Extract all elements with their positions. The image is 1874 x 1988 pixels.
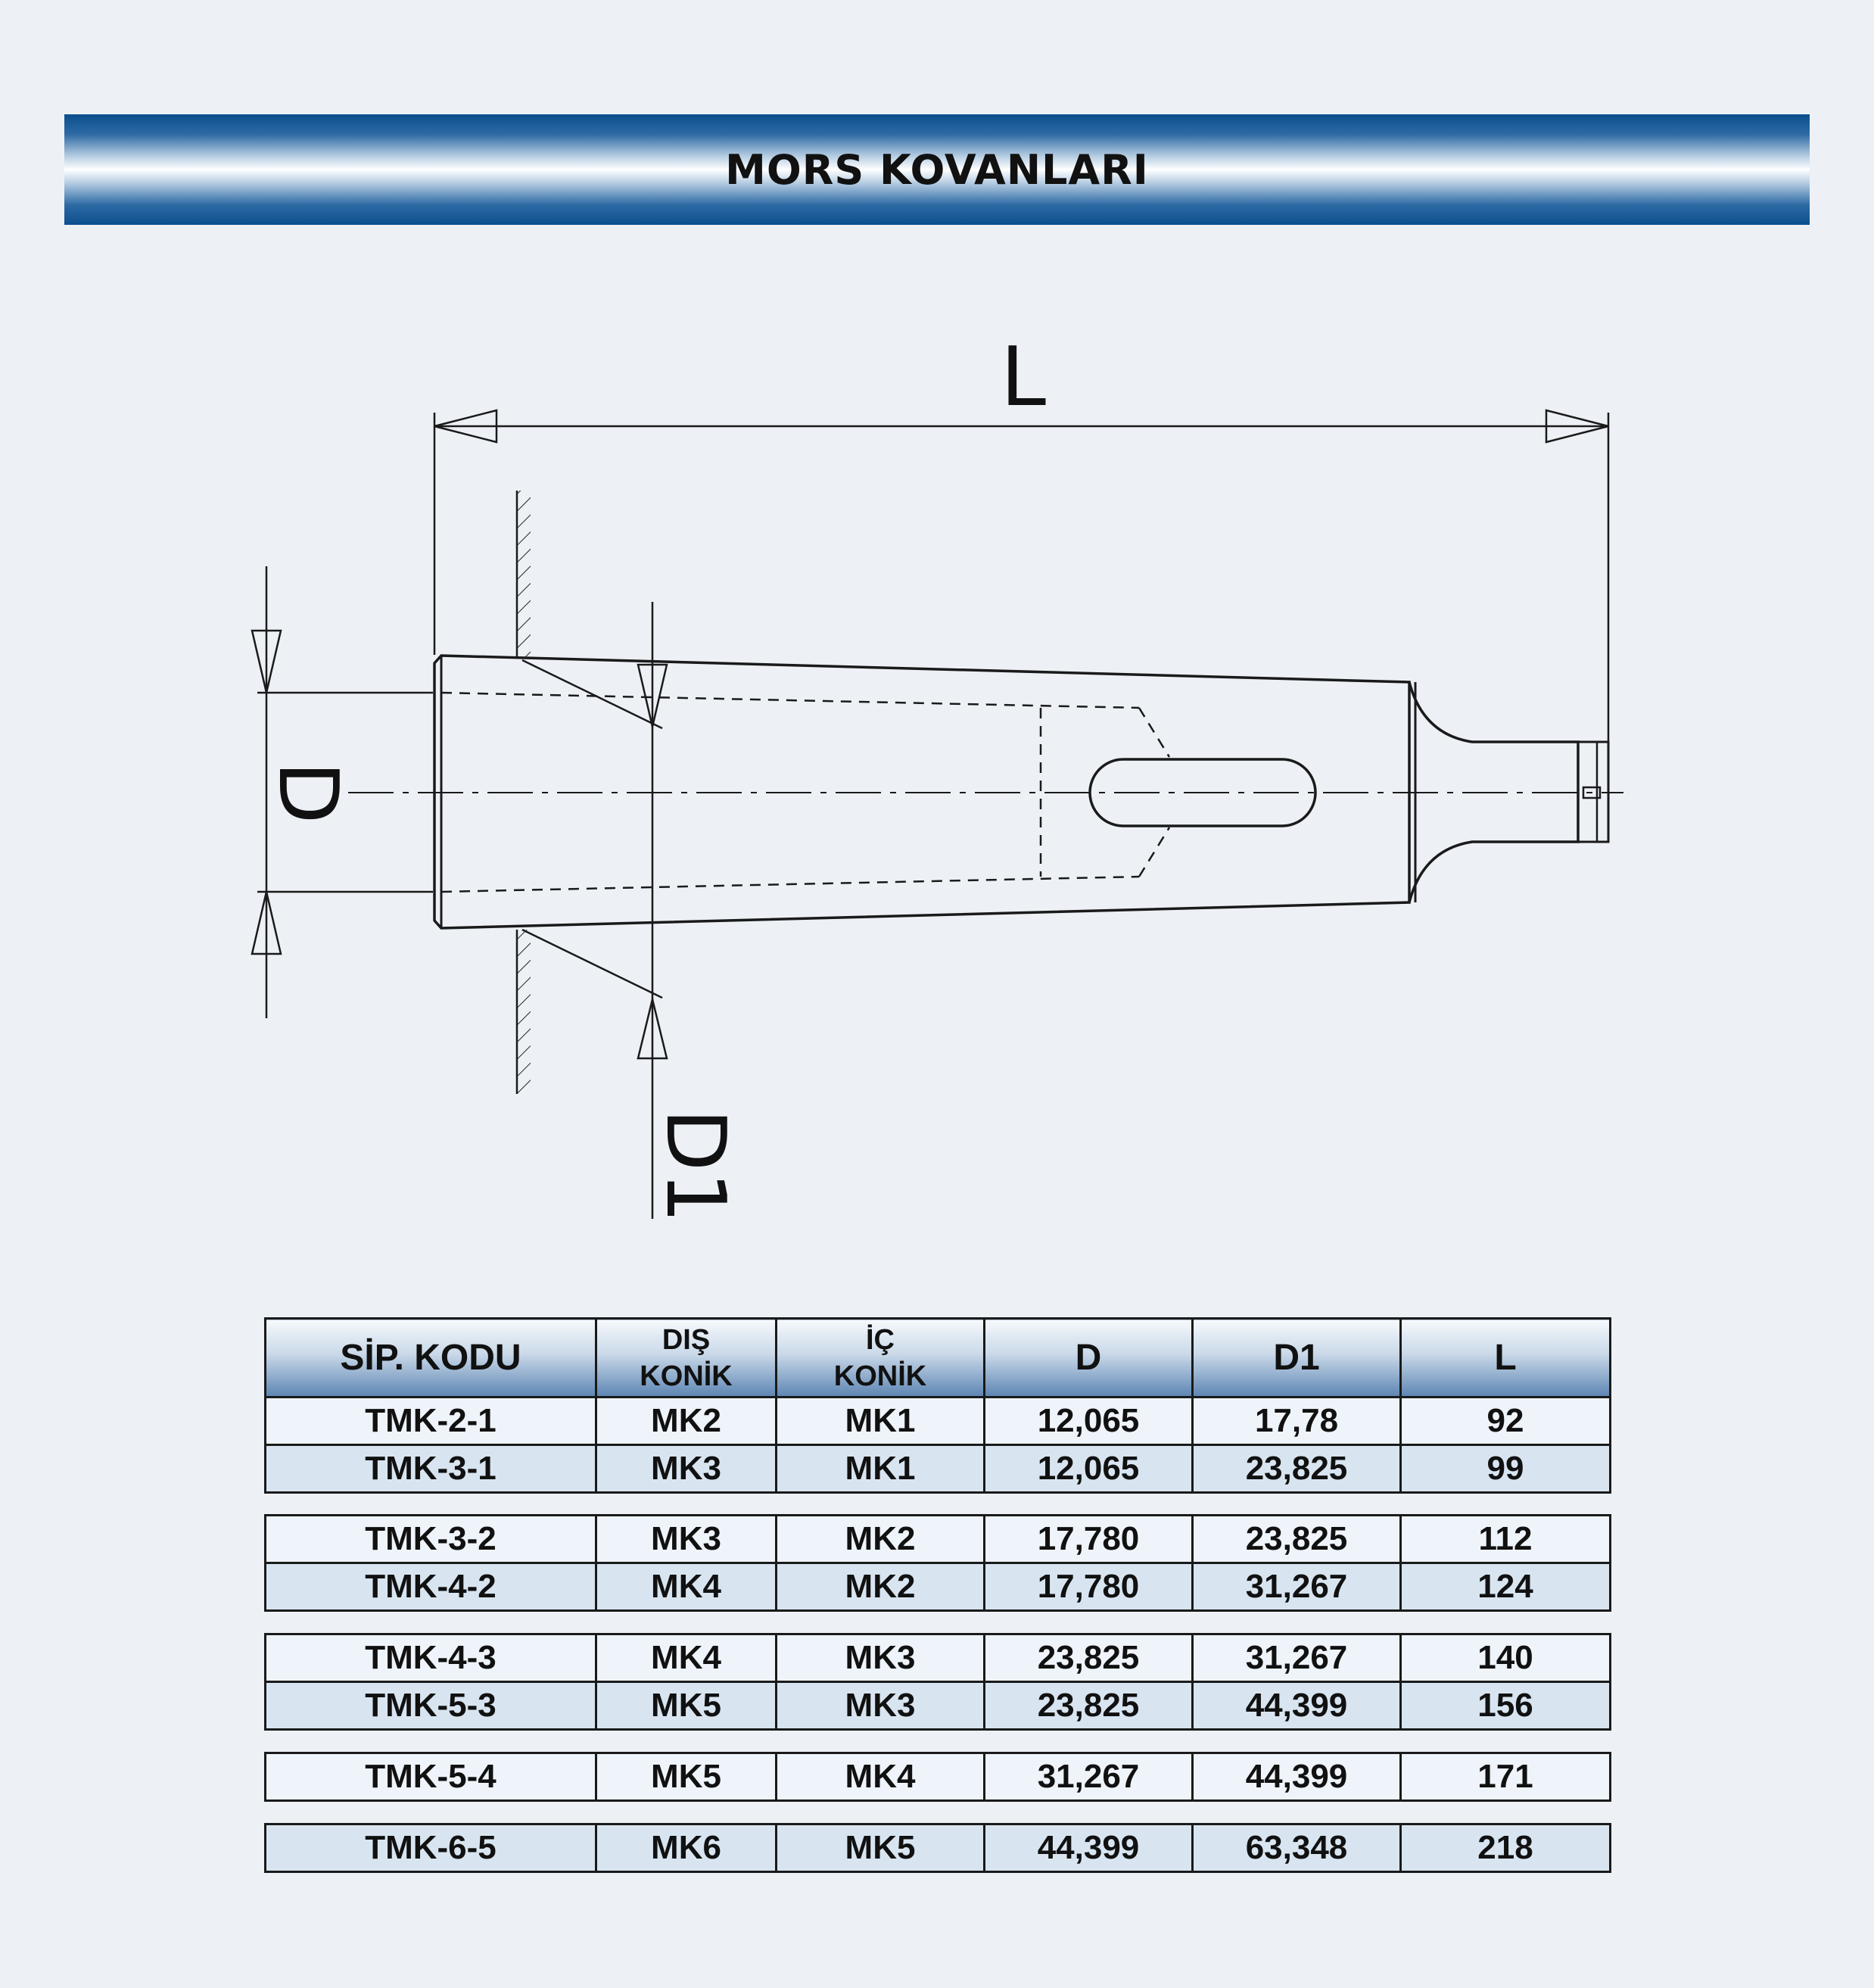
header-l-value: L: [1401, 1319, 1611, 1398]
label-l: L: [1000, 330, 1047, 425]
spec-table-group-2: [264, 1514, 1611, 1612]
header-inner-taper: [777, 1319, 985, 1398]
cell-outer-taper: MK3: [596, 1445, 777, 1493]
cell-l-value: 140: [1401, 1634, 1611, 1682]
cell-d-value: 12,065: [985, 1398, 1193, 1445]
table-header-row: [266, 1319, 1611, 1398]
table-row: [266, 1634, 1611, 1682]
header-d-value: D: [985, 1319, 1193, 1398]
cell-d1-value: 63,348: [1193, 1824, 1401, 1872]
cell-inner-taper: MK2: [777, 1563, 985, 1611]
cell-order-code: TMK-5-3: [266, 1682, 596, 1730]
cell-l-value: 112: [1401, 1516, 1611, 1563]
header-outer-taper: [596, 1319, 777, 1398]
wall-hatch-lower: [517, 930, 531, 1094]
cell-d1-value: 17,78: [1193, 1398, 1401, 1445]
table-row: [266, 1824, 1611, 1872]
table-row: [266, 1682, 1611, 1730]
cell-order-code: TMK-4-2: [266, 1563, 596, 1611]
cell-d-value: 23,825: [985, 1634, 1193, 1682]
table-row: [266, 1398, 1611, 1445]
spec-table-group-5: [264, 1823, 1611, 1873]
cell-l-value: 92: [1401, 1398, 1611, 1445]
header-line: KONİK: [640, 1360, 733, 1392]
page-title: MORS KOVANLARI: [725, 145, 1149, 194]
cell-l-value: 218: [1401, 1824, 1611, 1872]
cell-d-value: 17,780: [985, 1563, 1193, 1611]
cell-d-value: 31,267: [985, 1753, 1193, 1801]
cell-order-code: TMK-6-5: [266, 1824, 596, 1872]
spec-table-group-1: [264, 1317, 1611, 1494]
table-row: [266, 1445, 1611, 1493]
cell-outer-taper: MK3: [596, 1516, 777, 1563]
cell-outer-taper: MK5: [596, 1753, 777, 1801]
cell-order-code: TMK-5-4: [266, 1753, 596, 1801]
cell-d1-value: 44,399: [1193, 1753, 1401, 1801]
wall-hatch-upper: [517, 491, 531, 657]
d1-leader-top: [522, 660, 662, 728]
cell-inner-taper: MK3: [777, 1634, 985, 1682]
table-row: [266, 1753, 1611, 1801]
cell-inner-taper: MK1: [777, 1445, 985, 1493]
label-d1: D1: [648, 1108, 742, 1223]
cell-d1-value: 23,825: [1193, 1516, 1401, 1563]
cell-d-value: 44,399: [985, 1824, 1193, 1872]
cell-d-value: 17,780: [985, 1516, 1193, 1563]
cell-outer-taper: MK2: [596, 1398, 777, 1445]
cell-l-value: 99: [1401, 1445, 1611, 1493]
cell-outer-taper: MK5: [596, 1682, 777, 1730]
cell-order-code: TMK-4-3: [266, 1634, 596, 1682]
cell-outer-taper: MK4: [596, 1634, 777, 1682]
table-row: [266, 1563, 1611, 1611]
spec-table-group-4: [264, 1752, 1611, 1802]
header-order-code: SİP. KODU: [266, 1319, 596, 1398]
label-d: D: [260, 761, 355, 824]
cell-l-value: 156: [1401, 1682, 1611, 1730]
cell-order-code: TMK-2-1: [266, 1398, 596, 1445]
header-line: DIŞ: [662, 1323, 711, 1356]
cell-inner-taper: MK1: [777, 1398, 985, 1445]
cell-outer-taper: MK6: [596, 1824, 777, 1872]
header-d1-value: D1: [1193, 1319, 1401, 1398]
cell-d-value: 23,825: [985, 1682, 1193, 1730]
cell-d1-value: 23,825: [1193, 1445, 1401, 1493]
cell-order-code: TMK-3-2: [266, 1516, 596, 1563]
cell-d1-value: 31,267: [1193, 1563, 1401, 1611]
cell-order-code: TMK-3-1: [266, 1445, 596, 1493]
spec-table-group-3: [264, 1633, 1611, 1731]
cell-d1-value: 44,399: [1193, 1682, 1401, 1730]
cell-outer-taper: MK4: [596, 1563, 777, 1611]
header-line: KONİK: [833, 1360, 927, 1392]
cell-inner-taper: MK2: [777, 1516, 985, 1563]
cell-l-value: 171: [1401, 1753, 1611, 1801]
cell-inner-taper: MK5: [777, 1824, 985, 1872]
cell-inner-taper: MK4: [777, 1753, 985, 1801]
cell-l-value: 124: [1401, 1563, 1611, 1611]
table-row: [266, 1516, 1611, 1563]
header-line: İÇ: [866, 1323, 895, 1356]
cell-d1-value: 31,267: [1193, 1634, 1401, 1682]
cell-inner-taper: MK3: [777, 1682, 985, 1730]
d1-leader-bottom: [522, 930, 662, 998]
cell-d-value: 12,065: [985, 1445, 1193, 1493]
